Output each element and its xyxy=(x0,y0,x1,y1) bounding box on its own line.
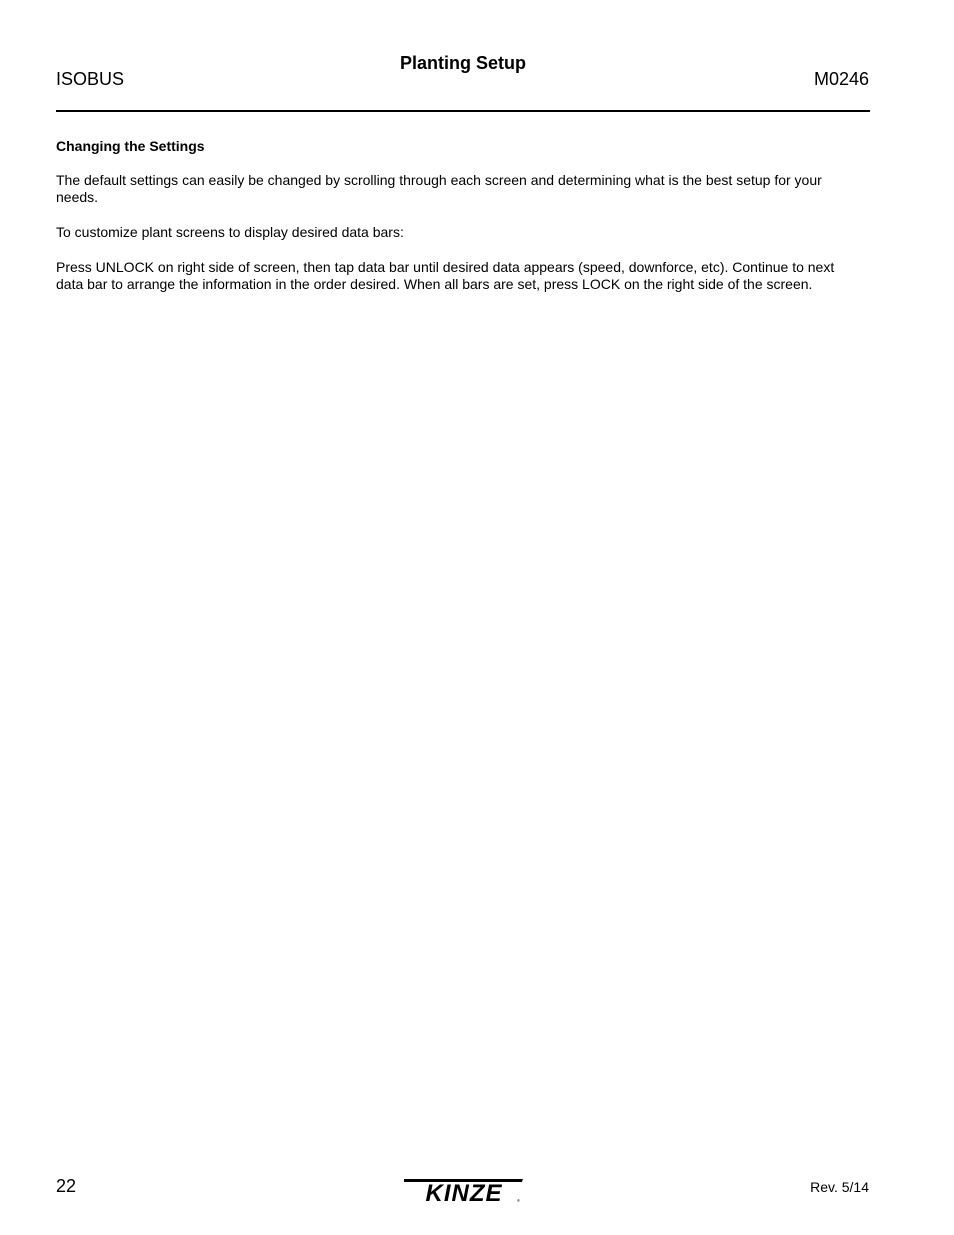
paragraph-customize-intro: To customize plant screens to display desired data bars: xyxy=(56,224,404,240)
paragraph-default-settings: The default settings can easily be changed by scrolling through each screen and determining what is the best setup for your needs. xyxy=(56,172,822,205)
logo-wordmark: KINZE xyxy=(425,1180,503,1206)
section-heading: Changing the Settings xyxy=(56,138,205,154)
kinze-logo xyxy=(404,1176,524,1206)
header-section-label: ISOBUS xyxy=(56,69,125,89)
revision-date: Rev. 5/14 xyxy=(810,1179,869,1195)
header-divider xyxy=(56,110,870,112)
main-content xyxy=(56,138,846,311)
svg-text:®: ® xyxy=(517,1198,520,1203)
paragraph-unlock-instructions: Press UNLOCK on right side of screen, then tap data bar until desired data appears (speed, downforce, etc). Continue to next data bar to arrange the information in the order desired. When all bars are set, press LOCK on the right side of the screen. xyxy=(56,259,835,292)
header-manual-number: M0246 xyxy=(813,69,869,89)
page-number: 22 xyxy=(56,1176,77,1196)
page-title: Planting Setup xyxy=(400,53,526,73)
